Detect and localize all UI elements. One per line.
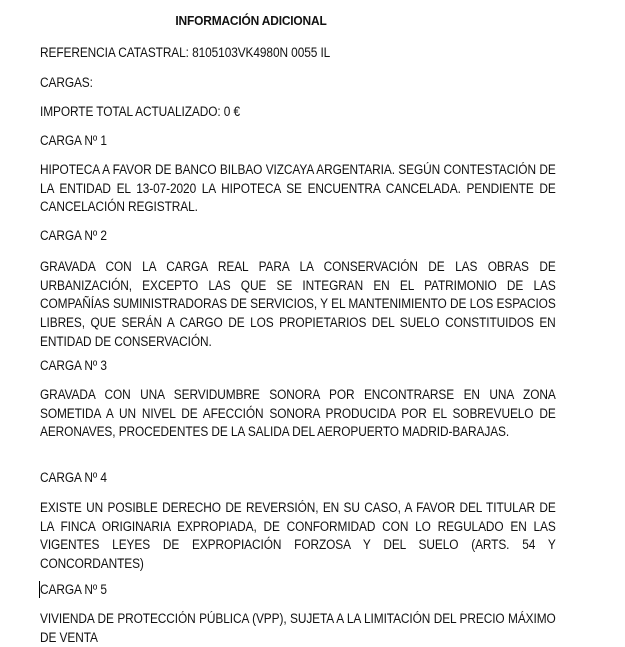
carga-5-text: VIVIENDA DE PROTECCIÓN PÚBLICA (VPP), SUJETA A LA LIMITACIÓN DEL PRECIO MÁXIMO DE VENTA xyxy=(40,611,556,645)
referencia-catastral: REFERENCIA CATASTRAL: 8105103VK4980N 0055 IL xyxy=(40,45,331,60)
carga-3-heading: CARGA Nº 3 xyxy=(40,358,107,373)
carga-5-heading: CARGA Nº 5 xyxy=(40,582,107,597)
carga-2-heading: CARGA Nº 2 xyxy=(40,228,107,243)
carga-4-heading: CARGA Nº 4 xyxy=(40,470,107,485)
carga-3-text: GRAVADA CON UNA SERVIDUMBRE SONORA POR ENCONTRARSE EN UNA ZONA SOMETIDA A UN NIVEL DE AFECCIÓN SONORA PRODUCIDA POR EL SOBREVUELO DE AERONAVES, PROCEDENTES DE LA SALIDA DEL AEROPUERTO MADRID-BARAJAS. xyxy=(40,387,556,440)
carga-2-text: GRAVADA CON LA CARGA REAL PARA LA CONSERVACIÓN DE LAS OBRAS DE URBANIZACIÓN, EXCEPTO LAS QUE SE INTEGRAN EN EL PATRIMONIO DE LAS COMPAÑÍAS SUMINISTRADORAS DE SERVICIOS, Y EL MANTENIMIENTO DE LOS ESPACIOS LIBRES, QUE SERÁN A CARGO DE LOS PROPIETARIOS DEL SUELO CONSTITUIDOS EN ENTIDAD DE CONSERVACIÓN. xyxy=(40,259,556,349)
cargas-label: CARGAS: xyxy=(40,75,93,90)
carga-1-heading: CARGA Nº 1 xyxy=(40,133,107,148)
importe-total: IMPORTE TOTAL ACTUALIZADO: 0 € xyxy=(40,104,241,119)
document-title: INFORMACIÓN ADICIONAL xyxy=(175,13,327,28)
carga-1-text: HIPOTECA A FAVOR DE BANCO BILBAO VIZCAYA ARGENTARIA. SEGÚN CONTESTACIÓN DE LA ENTIDAD EL 13-07-2020 LA HIPOTECA SE ENCUENTRA CANCELADA. PENDIENTE DE CANCELACIÓN REGISTRAL. xyxy=(40,162,556,215)
carga-4-text: EXISTE UN POSIBLE DERECHO DE REVERSIÓN, EN SU CASO, A FAVOR DEL TITULAR DE LA FINCA ORIGINARIA EXPROPIADA, DE CONFORMIDAD CON LO REGULADO EN LAS VIGENTES LEYES DE EXPROPIACIÓN FORZOSA Y DEL SUELO (ARTS. 54 Y CONCORDANTES) xyxy=(40,500,556,572)
